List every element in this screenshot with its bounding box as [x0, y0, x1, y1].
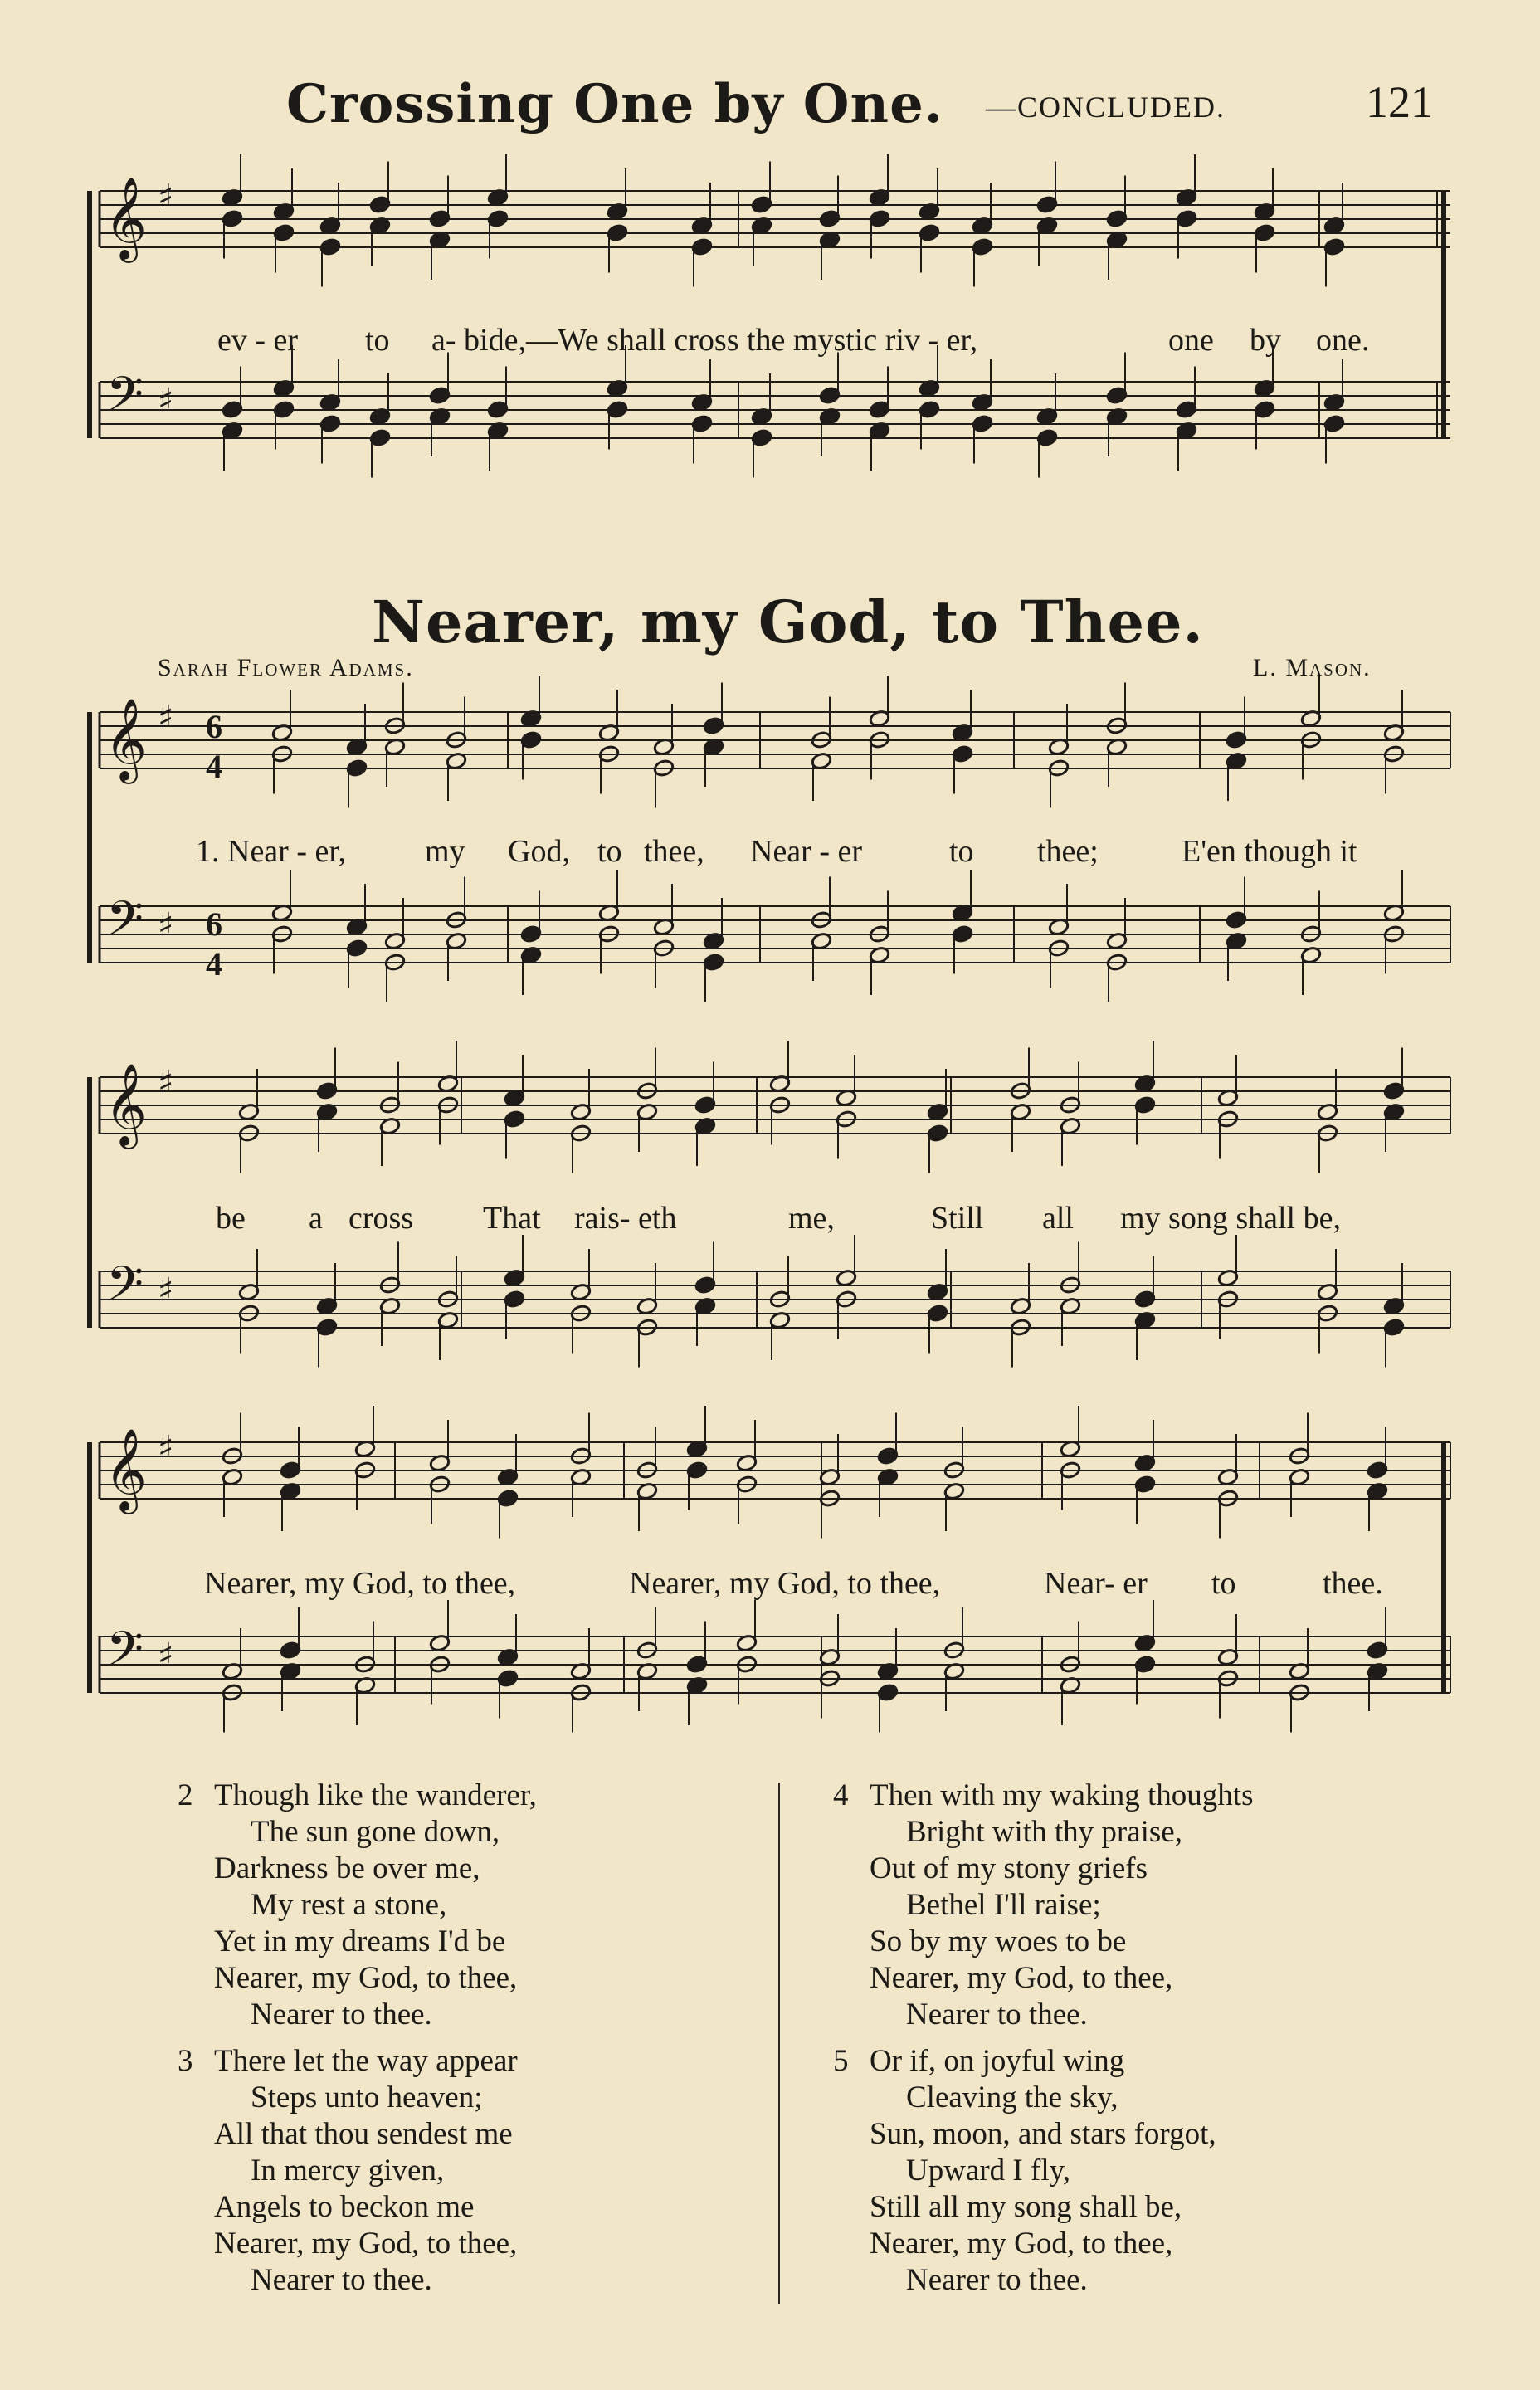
s1-lyric-9: E'en though it [1182, 834, 1357, 869]
verse-divider [778, 1783, 780, 2304]
sharp-icon: ♯ [158, 1064, 174, 1102]
system0-lyric-2: to [365, 323, 390, 358]
s2-lyric-8: all [1042, 1201, 1074, 1236]
verse-line: Nearer to thee. [251, 1997, 432, 2032]
hymn-title: Nearer, my God, to Thee. [372, 588, 1204, 656]
s2-lyric-3: cross [348, 1201, 414, 1236]
verse-line: Still all my song shall be, [870, 2190, 1182, 2224]
verse-line: Cleaving the sky, [906, 2080, 1118, 2114]
s1-lyric-2: my [425, 834, 465, 869]
verse-3 [178, 2043, 537, 2299]
hymn-title-continued: Crossing One by One. [286, 73, 944, 135]
concluded-label: —CONCLUDED. [986, 90, 1226, 124]
verse-line: Sun, moon, and stars forgot, [870, 2117, 1216, 2151]
time-signature-bass-top: 6 [206, 905, 222, 943]
verses-right [833, 1778, 1253, 2309]
verse-line: Nearer, my God, to thee, [214, 2227, 518, 2261]
verse-line: Nearer, my God, to thee, [870, 2227, 1173, 2261]
verse-number: 5 [833, 2044, 849, 2078]
s2-lyric-2: a [309, 1201, 323, 1236]
s1-lyric-7: to [949, 834, 974, 869]
s2-lyric-1: be [216, 1201, 246, 1236]
verse-line: Bethel I'll raise; [906, 1888, 1101, 1922]
s2-lyric-7: Still [931, 1201, 984, 1236]
s3-lyric-4: to [1211, 1566, 1236, 1601]
s1-lyric-4: to [597, 834, 622, 869]
sharp-icon: ♯ [158, 382, 174, 420]
verse-line: Though like the wanderer, [214, 1778, 537, 1812]
verse-2 [178, 1778, 537, 2033]
verse-line: Then with my waking thoughts [870, 1778, 1254, 1812]
s1-lyric-6: Near - er [750, 834, 863, 869]
s2-lyric-6: me, [788, 1201, 835, 1236]
sharp-icon: ♯ [158, 178, 174, 216]
composer: L. Mason. [1253, 654, 1372, 681]
verses-left [178, 1778, 537, 2309]
verse-number: 3 [178, 2044, 193, 2078]
system0-lyric-5: by [1250, 323, 1281, 358]
verse-number: 2 [178, 1778, 193, 1812]
sharp-icon: ♯ [158, 906, 174, 944]
treble-clef-icon: 𝄞 [105, 698, 147, 781]
verse-line: My rest a stone, [251, 1888, 447, 1922]
page-number: 121 [1366, 77, 1433, 127]
verse-line: Bright with thy praise, [906, 1815, 1182, 1849]
verse-line: Upward I fly, [906, 2153, 1070, 2188]
s1-lyric-3: God, [508, 834, 570, 869]
s3-lyric-3: Near- er [1044, 1566, 1148, 1601]
treble-clef-icon: 𝄞 [105, 1428, 147, 1511]
time-signature-bass-bottom: 4 [206, 945, 222, 983]
bass-clef-icon: 𝄢 [106, 1256, 144, 1324]
sharp-icon: ♯ [158, 1271, 174, 1310]
verse-5 [833, 2043, 1253, 2299]
verse-line: Darkness be over me, [214, 1851, 480, 1885]
s1-lyric-1: 1. Near - er, [196, 834, 346, 869]
bass-clef-icon: 𝄢 [106, 890, 144, 958]
s2-lyric-5: rais- eth [574, 1201, 677, 1236]
time-signature-bottom: 4 [206, 748, 222, 785]
s2-lyric-4: That [483, 1201, 541, 1236]
verse-line: Out of my stony griefs [870, 1851, 1148, 1885]
verse-line: Nearer, my God, to thee, [870, 1961, 1173, 1995]
s1-lyric-5: thee, [644, 834, 704, 869]
verse-line: Steps unto heaven; [251, 2080, 483, 2114]
system0-lyric-4: one [1168, 323, 1214, 358]
s1-lyric-8: thee; [1037, 834, 1099, 869]
verse-line: Nearer, my God, to thee, [214, 1961, 518, 1995]
system0-lyric-6: one. [1316, 323, 1370, 358]
verse-line: There let the way appear [214, 2044, 518, 2078]
verse-line: Nearer to thee. [906, 1997, 1088, 2032]
treble-clef-icon: 𝄞 [105, 1063, 147, 1146]
verse-line: All that thou sendest me [214, 2117, 513, 2151]
s2-lyric-9: my song shall be, [1120, 1201, 1341, 1236]
verse-line: Or if, on joyful wing [870, 2044, 1125, 2078]
verse-line: Nearer to thee. [251, 2263, 432, 2297]
s3-lyric-1: Nearer, my God, to thee, [204, 1566, 516, 1601]
time-signature-top: 6 [206, 708, 222, 745]
bass-clef-icon: 𝄢 [106, 1621, 144, 1689]
verse-line: So by my woes to be [870, 1924, 1127, 1958]
treble-clef-icon: 𝄞 [105, 177, 147, 260]
system0-lyric-1: ev - er [217, 323, 299, 358]
author: Sarah Flower Adams. [158, 654, 414, 681]
verse-number: 4 [833, 1778, 849, 1812]
s3-lyric-5: thee. [1323, 1566, 1383, 1601]
verse-line: Angels to beckon me [214, 2190, 475, 2224]
verse-4 [833, 1778, 1253, 2033]
verse-line: The sun gone down, [251, 1815, 500, 1849]
sharp-icon: ♯ [158, 699, 174, 737]
s3-lyric-2: Nearer, my God, to thee, [629, 1566, 941, 1601]
verse-line: Nearer to thee. [906, 2263, 1088, 2297]
sharp-icon: ♯ [158, 1429, 174, 1467]
verse-line: Yet in my dreams I'd be [214, 1924, 506, 1958]
system0-lyric-3: a- bide,—We shall cross the mystic riv - er, [431, 323, 978, 358]
verse-line: In mercy given, [251, 2153, 445, 2188]
sharp-icon: ♯ [158, 1636, 174, 1675]
bass-clef-icon: 𝄢 [106, 366, 144, 434]
